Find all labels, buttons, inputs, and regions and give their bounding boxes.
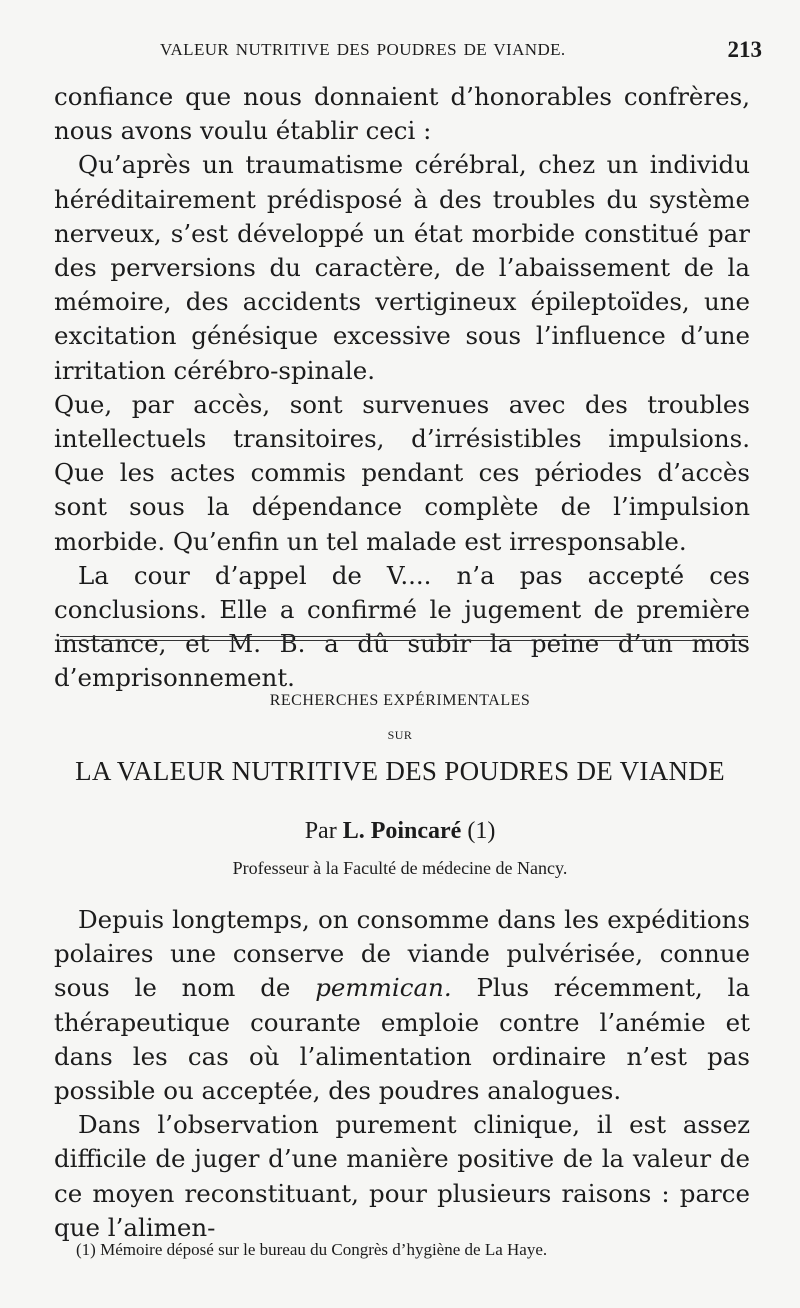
- article-kicker: RECHERCHES EXPÉRIMENTALES: [269, 692, 531, 709]
- footnote: (1) Mémoire déposé sur le bureau du Congrès d’hygiène de La Haye.: [76, 1240, 548, 1259]
- text-run: Plus récemment, la thérapeutique courante emploie contre l’anémie et dans les cas où l’alimentation ordinaire n’est pas possible ou acceptée, des poudres analogues.: [54, 973, 750, 1106]
- italic-term: pemmican.: [315, 973, 452, 1003]
- article-kicker-sur: SUR: [387, 728, 413, 742]
- paragraph: La cour d’appel de V.... n’a pas accepté ces conclusions. Elle a confirmé le jugement de première instance, et M. B. a dû subir la peine d’un mois d’emprisonnement.: [54, 560, 750, 693]
- text-run: Depuis longtemps, on consomme dans les expéditions polaires une conserve de viande pulvérisée, connue sous le nom de: [54, 905, 750, 1003]
- article-title: LA VALEUR NUTRITIVE DES POUDRES DE VIANDE: [75, 756, 725, 786]
- footnote-reference: (1): [461, 818, 496, 844]
- paragraph: Dans l’observation purement clinique, il est assez difficile de juger d’une manière positive de la valeur de ce moyen reconstituant, pour plusieurs raisons : parce que l’alimen-: [54, 1110, 750, 1242]
- paragraph: Que, par accès, sont survenues avec des troubles intellectuels transitoires, d’irrésistibles impulsions. Que les actes commis pendant ces périodes d’accès sont sous la dépendance complète de l’impulsion morbide. Qu’enfin un tel malade est irresponsable.: [54, 389, 750, 556]
- page-number: 213: [727, 37, 762, 62]
- section-divider: [60, 640, 748, 641]
- byline-prefix: Par: [304, 818, 343, 844]
- author-name: L. Poincaré: [342, 818, 462, 844]
- byline: [0, 818, 800, 845]
- paragraph: [54, 903, 750, 1108]
- previous-article-text: [54, 80, 750, 696]
- section-divider: [60, 636, 748, 637]
- running-head: VALEUR NUTRITIVE DES POUDRES DE VIANDE.: [160, 40, 566, 59]
- paragraph: Qu’après un traumatisme cérébral, chez un individu héréditairement prédisposé à des troubles du système nerveux, s’est développé un état morbide constitué par des perversions du caractère, de l’abaissement de la mémoire, des accidents vertigineux épileptoïdes, une excitation génésique excessive sous l’influence d’une irritation cérébro-spinale.: [54, 150, 750, 385]
- article-body: [54, 903, 750, 1245]
- paragraph: confiance que nous donnaient d’honorables confrères, nous avons voulu établir ceci :: [54, 82, 750, 146]
- author-affiliation: Professeur à la Faculté de médecine de Nancy.: [232, 858, 568, 878]
